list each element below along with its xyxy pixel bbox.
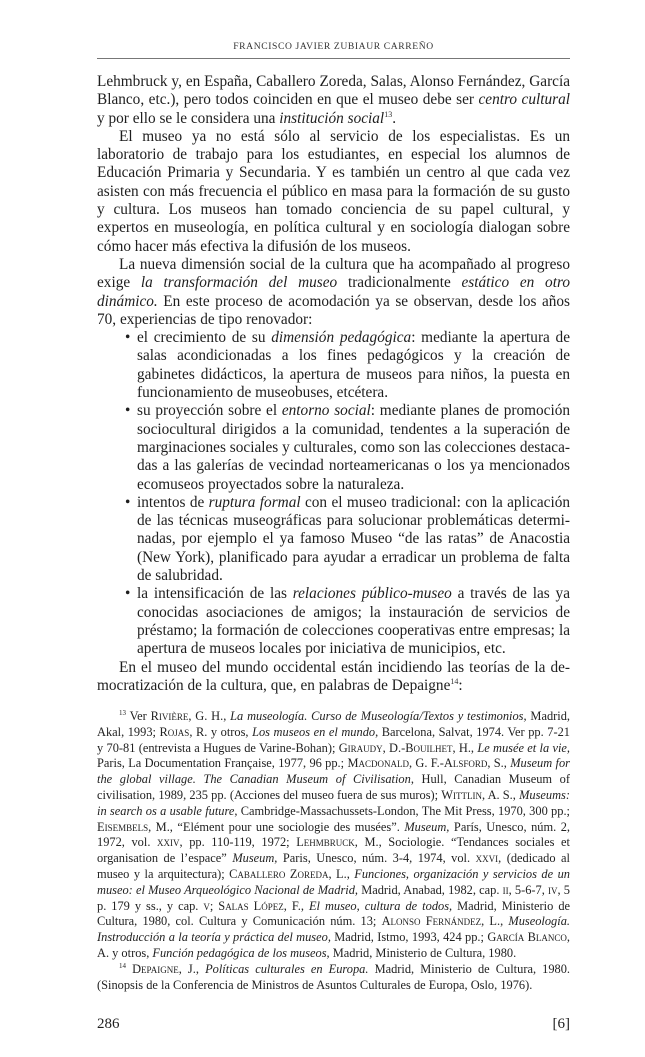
text-run: .: [392, 109, 397, 127]
t: , J.,: [178, 961, 206, 976]
t: , Barcelona, Salvat, 1974. Ver pp. 7-21 y 70-81 (entrevista a Hugues de Varine-Bohan);: [97, 724, 570, 755]
bullet-item: [125, 493, 570, 585]
emphasis: estático en otro dinámico.: [97, 274, 570, 310]
t: , H.,: [452, 740, 478, 755]
title: Le musée et la vie,: [477, 740, 570, 755]
bullet-item: [125, 402, 570, 493]
t: , Hull, Canadian Museum of civilisation, 1989, 235 pp. (Acciones del museo fuera de sus muros);: [97, 772, 570, 803]
author: Macdonald: [347, 756, 409, 771]
t: Madrid, Ministerio de Cultura, 1980, col. Cultura y Comunicación núm. 13;: [97, 898, 571, 929]
author: García Blanco: [487, 930, 567, 945]
paragraph-4: [97, 659, 570, 696]
t: París, Unesco, núm. 2, 1972, vol.: [97, 819, 570, 850]
emphasis: dimensión pedagógica: [271, 329, 412, 347]
footnote-ref-14[interactable]: 14: [450, 676, 459, 686]
t: , 5 p. 179 y ss., y cap.: [97, 882, 571, 913]
author: Alsford: [443, 756, 488, 771]
paragraph-2: El museo ya no está sólo al servicio de los especialistas. Es un laboratorio de trabajo para los estudiantes, en especial los alumnos de Educación Primaria y Secundaria. Y es también un centro al que cada vez asisten con más frecuencia el público en masa para la formación de su gusto y cultura. Los museos han tomado conciencia de su papel cultural, y expertos en museología, en política cultural y en sociología dialogan sobre cómo hacer más efectiva la difusión de los museos.: [97, 127, 570, 255]
author: Depaigne: [132, 961, 179, 976]
bullet-item: [125, 329, 570, 402]
t: , F.,: [283, 898, 309, 913]
text-run: En el museo del mundo occidental están incidiendo las teorías de la democratización de la cultura, que, en palabras de Depaigne: [97, 658, 570, 694]
bullet-icon: •: [125, 493, 131, 511]
footnote-separator-space: [97, 695, 570, 709]
text-run: y por ello se le considera una: [97, 109, 280, 127]
title: Museum,: [232, 851, 278, 866]
page-number: 286: [97, 1016, 120, 1033]
author: Rivière: [150, 709, 189, 724]
author: Wittlin: [441, 788, 482, 803]
text-run: el crecimiento de su: [137, 329, 272, 347]
t: Madrid, Akal, 1993;: [97, 709, 571, 739]
footnote-number: 13: [119, 709, 126, 718]
t: Madrid, Anabad, 1982, cap.: [358, 882, 503, 897]
text-run: tradicionalmente: [337, 274, 462, 292]
t: , S.,: [487, 756, 511, 771]
title: Museum,: [404, 819, 450, 834]
title: Función pedagógica de los museos,: [152, 946, 330, 961]
emphasis: centro cultural: [478, 91, 570, 109]
text-run: La nueva dimensión social de la cultura que ha acompañado al progreso exige: [97, 255, 570, 292]
author: Salas López: [218, 898, 284, 913]
emphasis: la transformación del museo: [140, 274, 338, 292]
t: , L.,: [481, 914, 509, 929]
t: Paris, La Documentation Française, 1977, 96 pp.;: [97, 756, 348, 771]
emphasis: institución social: [279, 109, 385, 127]
volume: xxvi: [475, 851, 499, 866]
text-run: Lehmbruck y, en España, Caballero Zoreda, Salas, Alonso Fernández, García Blanco, etc.), pero todos coinciden en que el museo debe ser: [97, 73, 570, 109]
t: ;: [209, 898, 219, 913]
title: Funciones, organización y servicios de un museo: el Museo Arqueológico Nacional de Madrid,: [97, 867, 570, 897]
page-column: [97, 0, 570, 1057]
chapter: ii: [502, 882, 509, 897]
text-run: con el museo tradicional: con la aplicación de las técnicas museográficas para solucionar problemáticas determinadas, por ejemplo el ya famoso Museo “de las ratas” de Anacostia (New York), planificado para ayudar a erradicar un problema de falta de salubridad.: [137, 493, 570, 585]
t: , A. y otros,: [97, 930, 570, 961]
text-run: la intensificación de las: [137, 585, 293, 603]
t: , pp. 110-119, 1972;: [179, 835, 297, 850]
title: Museología. Instroducción a la teoría y práctica del museo,: [97, 914, 570, 945]
t: , D.-: [382, 740, 406, 755]
emphasis: relaciones público-museo: [292, 585, 452, 603]
t: Madrid, Ministerio de Cultura, 1980. (Sinopsis de la Conferencia de Ministros de Asuntos Culturales de Europa, Oslo, 1976).: [97, 961, 571, 992]
t: , 5-6-7,: [508, 882, 549, 897]
t: , (dedicado al museo y la arquitectura);: [97, 851, 570, 882]
t: , G. H.,: [188, 709, 231, 724]
bullet-list: [97, 329, 570, 658]
author: Bouilhet: [405, 740, 453, 755]
title: La museología. Curso de Museología/Textos y testimonios,: [230, 709, 527, 724]
bracket-page-number: [6]: [552, 1016, 570, 1033]
main-text: [97, 73, 570, 695]
title: El museo, cultura de todos,: [308, 898, 453, 913]
t: Madrid, Ministerio de Cultura, 1980.: [329, 946, 517, 961]
t: , M., Sociologie. “Tendances sociales et organisation de l’espace”: [97, 835, 570, 866]
t: , R. y otros,: [189, 724, 253, 739]
title: Políticas culturales en Europa.: [205, 961, 369, 976]
text-run: intentos de: [137, 493, 209, 511]
author: Caballero Zoreda: [229, 867, 329, 882]
t: , M., “Elément pour une sociologie des musées”.: [148, 819, 405, 834]
text-run: :: [458, 676, 463, 694]
title: Los museos en el mundo: [252, 724, 376, 739]
bullet-icon: •: [125, 402, 131, 420]
t: , L.,: [328, 867, 355, 882]
bullet-icon: •: [125, 585, 131, 603]
text-run: su proyección sobre el: [137, 402, 282, 420]
author: Rojas: [159, 724, 190, 739]
title: Museum for the global village. The Canadian Museum of Civilisation: [97, 756, 570, 787]
t: , G. F.-: [408, 756, 444, 771]
footnote-13: [97, 709, 570, 962]
bullet-item: [125, 585, 570, 658]
t: Paris, Unesco, núm. 3-4, 1974, vol.: [277, 851, 476, 866]
author: Lehmbruck: [296, 835, 355, 850]
title: Museums: in search os a usable future: [97, 788, 570, 818]
t: Madrid, Istmo, 1993, 424 pp.;: [330, 930, 488, 945]
footnotes: [97, 709, 570, 993]
folio-row: [97, 1015, 570, 1033]
chapter: v: [203, 898, 210, 913]
emphasis: entorno social: [281, 402, 371, 420]
text-run: a través de las ya conocidas asociaciones de amigos; la instauración de servicios de préstamo; la formación de colecciones cooperativas entre empresas; la apertura de museos locales por iniciativa de municipios, etc.: [137, 585, 570, 658]
paragraph-3: [97, 256, 570, 329]
bullet-icon: •: [125, 329, 131, 347]
author: Eisembels: [97, 819, 149, 834]
t: , Cambridge-Massachussets-London, The Mit Press, 1970, 300 pp.;: [234, 803, 570, 818]
text-run: : mediante la apertura de salas acondicionadas a los fines pedagógicos y la creación de gabinetes didácticos, la apertura de museos para niños, la puesta en funcionamiento de museobuses, etcétera.: [137, 329, 570, 402]
header-rule: [97, 58, 570, 59]
text-run: En este proceso de acomodación ya se observan, desde los años 70, experiencias de tipo renovador:: [97, 292, 570, 328]
chapter: iv: [548, 882, 558, 897]
text-run: : mediante planes de promoción sociocultural dirigidos a la comunidad, tendentes a la superación de marginaciones sociales y culturales, como son las colecciones destacadas a las galerías de vecindad norteamericanas o los ya mencionados ecomuseos proyectados sobre la naturaleza.: [137, 402, 570, 493]
t: Ver: [126, 709, 151, 724]
footnote-number: 14: [119, 961, 126, 970]
running-head: FRANCISCO JAVIER ZUBIAUR CARREÑO: [233, 41, 434, 52]
author: Giraudy: [338, 740, 383, 755]
t: , A. S.,: [481, 788, 520, 803]
author: Alonso Fernández: [381, 914, 482, 929]
footnote-14: [97, 962, 570, 994]
volume: xxiv: [157, 835, 180, 850]
footnote-ref-13[interactable]: 13: [384, 109, 393, 119]
paragraph-1: [97, 73, 570, 128]
emphasis: ruptura formal: [208, 493, 301, 511]
